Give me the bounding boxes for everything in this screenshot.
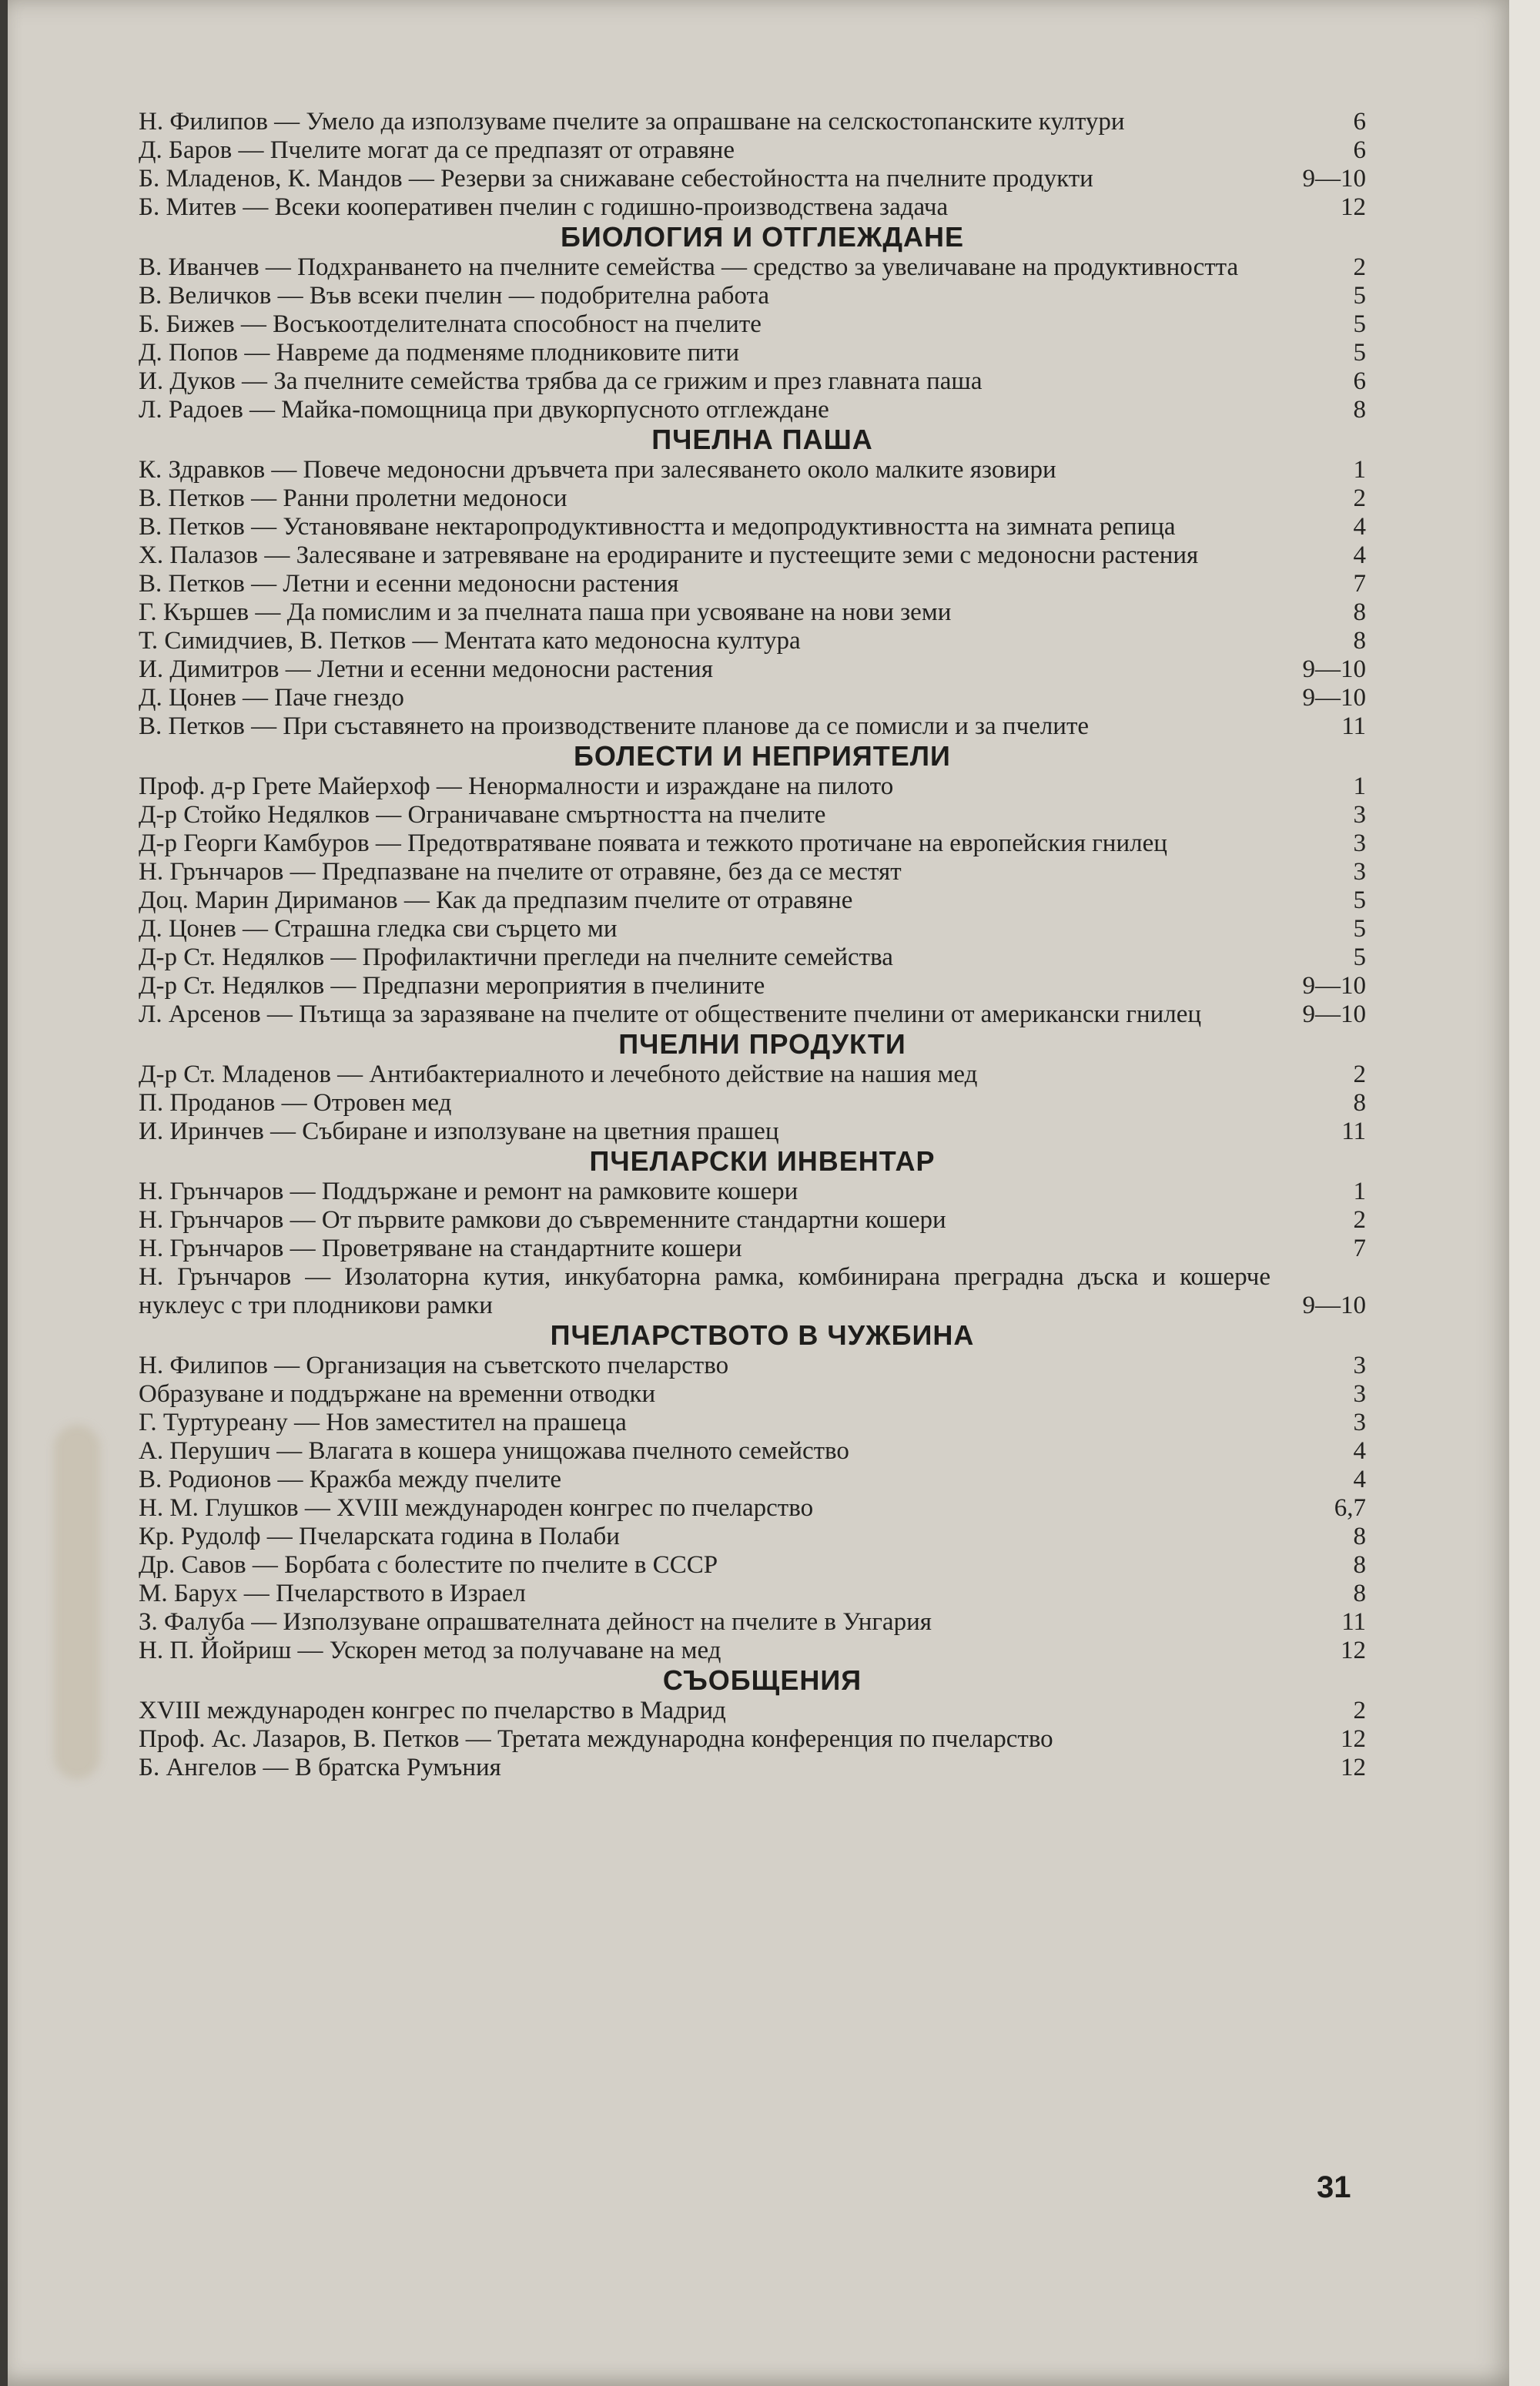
issue-number: 3 xyxy=(1353,1409,1366,1436)
toc-entry xyxy=(139,858,1371,886)
toc-entry xyxy=(139,339,1371,367)
entry-title: З. Фалуба — Използуване опрашвателната дейност на пчелите в Унгария xyxy=(139,1608,932,1636)
entry-title: Г. Кършев — Да помислим и за пчелната паша при усвояване на нови земи xyxy=(139,598,952,626)
entry-title: В. Петков — При съставянето на производствените планове да се помисли и за пчелите xyxy=(139,712,1090,740)
issue-number: 4 xyxy=(1353,513,1366,541)
issue-number: 6,7 xyxy=(1334,1494,1366,1522)
toc-entry xyxy=(139,712,1371,741)
issue-number: 11 xyxy=(1341,1118,1366,1145)
issue-number: 5 xyxy=(1353,339,1366,367)
issue-number: 11 xyxy=(1341,712,1366,740)
issue-number: 12 xyxy=(1341,1637,1366,1664)
entry-title: А. Перушич — Влагата в кошера унищожава пчелното семейство xyxy=(139,1437,849,1465)
toc-entry xyxy=(139,253,1371,282)
toc-entry xyxy=(139,1725,1371,1754)
toc-entry xyxy=(139,513,1371,541)
issue-number: 5 xyxy=(1353,886,1366,914)
issue-number: 4 xyxy=(1353,541,1366,569)
toc-entry xyxy=(139,396,1371,424)
entry-title: Т. Симидчиев, В. Петков — Ментата като медоносна култура xyxy=(139,627,801,655)
issue-number: 5 xyxy=(1353,943,1366,971)
table-of-contents xyxy=(139,108,1371,1782)
issue-number: 12 xyxy=(1341,1725,1366,1753)
toc-entry xyxy=(139,1061,1371,1089)
issue-number: 8 xyxy=(1353,1089,1366,1117)
toc-entry xyxy=(139,310,1371,339)
issue-number: 1 xyxy=(1353,772,1366,800)
issue-number: 1 xyxy=(1353,1178,1366,1205)
issue-number: 1 xyxy=(1353,456,1366,484)
facing-page-edge xyxy=(1509,0,1540,2386)
issue-number: 2 xyxy=(1353,484,1366,512)
toc-entry xyxy=(139,1352,1371,1380)
issue-number: 12 xyxy=(1341,1754,1366,1781)
entry-title: Б. Ангелов — В братска Румъния xyxy=(139,1754,501,1781)
issue-number: 7 xyxy=(1353,570,1366,598)
toc-entry xyxy=(139,1551,1371,1580)
issue-number: 3 xyxy=(1353,801,1366,829)
toc-entry xyxy=(139,1206,1371,1235)
toc-entry xyxy=(139,1580,1371,1608)
toc-entry xyxy=(139,1608,1371,1637)
toc-entry xyxy=(139,456,1371,484)
toc-entry xyxy=(139,1263,1371,1320)
entry-title: Проф. Ас. Лазаров, В. Петков — Третата международна конференция по пчеларство xyxy=(139,1725,1053,1753)
toc-entry xyxy=(139,570,1371,598)
toc-entry xyxy=(139,772,1371,801)
toc-entry xyxy=(139,1637,1371,1665)
issue-number: 6 xyxy=(1353,367,1366,395)
issue-number: 9—10 xyxy=(1302,165,1366,193)
issue-number: 8 xyxy=(1353,1523,1366,1550)
issue-number: 2 xyxy=(1353,1206,1366,1234)
issue-number: 2 xyxy=(1353,253,1366,281)
issue-number: 8 xyxy=(1353,598,1366,626)
entry-title: Д. Попов — Навреме да подменяме плодниковите пити xyxy=(139,339,740,367)
issue-number: 9—10 xyxy=(1302,684,1366,712)
entry-title: Образуване и поддържане на временни отводки xyxy=(139,1380,656,1408)
issue-number: 4 xyxy=(1353,1437,1366,1465)
entry-title: Доц. Марин Дириманов — Как да предпазим пчелите от отравяне xyxy=(139,886,853,914)
entry-title: И. Иринчев — Събиране и използуване на цветния прашец xyxy=(139,1118,779,1145)
toc-entry xyxy=(139,943,1371,972)
toc-entry xyxy=(139,627,1371,655)
entry-title: Н. Грънчаров — Поддържане и ремонт на рамковите кошери xyxy=(139,1178,798,1205)
page-stain xyxy=(54,1425,100,1779)
entry-title: Д-р Георги Камбуров — Предотвратяване появата и тежкото протичане на европейския гнилец xyxy=(139,829,1167,857)
toc-entry xyxy=(139,655,1371,684)
toc-entry xyxy=(139,972,1371,1000)
section-heading: ПЧЕЛАРСТВОТО В ЧУЖБИНА xyxy=(550,1319,975,1351)
issue-number: 8 xyxy=(1353,396,1366,424)
toc-entry xyxy=(139,484,1371,513)
section-heading: БИОЛОГИЯ И ОТГЛЕЖДАНЕ xyxy=(560,221,965,253)
issue-number: 9—10 xyxy=(1302,655,1366,683)
entry-title: Д. Цонев — Страшна гледка сви сърцето ми xyxy=(139,915,618,943)
entry-title: Д. Баров — Пчелите могат да се предпазят от отравяне xyxy=(139,136,735,164)
entry-title: Н. Филипов — Умело да използуваме пчелите за опрашване на селскостопанските култури xyxy=(139,108,1125,136)
issue-number: 9—10 xyxy=(1302,972,1366,1000)
toc-entry xyxy=(139,1697,1371,1725)
issue-number: 2 xyxy=(1353,1697,1366,1724)
toc-entry xyxy=(139,193,1371,222)
issue-number: 6 xyxy=(1353,108,1366,136)
entry-title: Н. Грънчаров — От първите рамкови до съвременните стандартни кошери xyxy=(139,1206,946,1234)
toc-entry xyxy=(139,1437,1371,1466)
entry-title: И. Дуков — За пчелните семейства трябва да се грижим и през главната паша xyxy=(139,367,983,395)
entry-title: В. Родионов — Кражба между пчелите xyxy=(139,1466,561,1493)
section-heading: СЪОБЩЕНИЯ xyxy=(662,1664,862,1696)
issue-number: 6 xyxy=(1353,136,1366,164)
issue-number: 4 xyxy=(1353,1466,1366,1493)
issue-number: 5 xyxy=(1353,915,1366,943)
issue-number: 2 xyxy=(1353,1061,1366,1088)
toc-entry xyxy=(139,886,1371,915)
issue-number: 8 xyxy=(1353,627,1366,655)
issue-number: 3 xyxy=(1353,829,1366,857)
book-page xyxy=(8,0,1517,2386)
toc-entry xyxy=(139,108,1371,136)
entry-title: Кр. Рудолф — Пчеларската година в Полаби xyxy=(139,1523,620,1550)
toc-entry xyxy=(139,684,1371,712)
toc-entry xyxy=(139,136,1371,165)
issue-number: 5 xyxy=(1353,310,1366,338)
toc-entry xyxy=(139,165,1371,193)
entry-title: П. Проданов — Отровен мед xyxy=(139,1089,452,1117)
entry-title: Б. Младенов, К. Мандов — Резерви за снижаване себестойността на пчелните продукти xyxy=(139,165,1093,193)
entry-title: Б. Митев — Всеки кооперативен пчелин с годишно-производствена задача xyxy=(139,193,949,221)
issue-number: 3 xyxy=(1353,858,1366,886)
entry-title: Г. Туртуреану — Нов заместител на прашеца xyxy=(139,1409,627,1436)
entry-title: М. Барух — Пчеларството в Израел xyxy=(139,1580,526,1607)
entry-title: В. Петков — Ранни пролетни медоноси xyxy=(139,484,567,512)
section-heading: БОЛЕСТИ И НЕПРИЯТЕЛИ xyxy=(574,740,951,772)
toc-entry xyxy=(139,829,1371,858)
issue-number: 3 xyxy=(1353,1352,1366,1379)
toc-entry xyxy=(139,1466,1371,1494)
entry-title: Л. Радоев — Майка-помощница при двукорпусното отглеждане xyxy=(139,396,829,424)
entry-title: Н. Филипов — Организация на съветското пчеларство xyxy=(139,1352,729,1379)
issue-number: 3 xyxy=(1353,1380,1366,1408)
toc-entry xyxy=(139,915,1371,943)
entry-title: Н. М. Глушков — XVIII международен конгрес по пчеларство xyxy=(139,1494,814,1522)
toc-entry xyxy=(139,1754,1371,1782)
toc-entry xyxy=(139,1118,1371,1146)
entry-title: В. Петков — Летни и есенни медоносни растения xyxy=(139,570,679,598)
toc-entry xyxy=(139,1523,1371,1551)
toc-entry xyxy=(139,801,1371,829)
issue-number: 5 xyxy=(1353,282,1366,310)
toc-entry xyxy=(139,282,1371,310)
entry-title: Д. Цонев — Паче гнездо xyxy=(139,684,404,712)
issue-number: 7 xyxy=(1353,1235,1366,1262)
issue-number: 9—10 xyxy=(1302,1000,1366,1028)
issue-number: 12 xyxy=(1341,193,1366,221)
toc-entry xyxy=(139,1000,1371,1029)
entry-title: Н. Грънчаров — Предпазване на пчелите от отравяне, без да се местят xyxy=(139,858,902,886)
toc-entry xyxy=(139,1409,1371,1437)
entry-title: В. Петков — Установяване нектаропродуктивността и медопродуктивността на зимната репица xyxy=(139,513,1176,541)
entry-title: Б. Бижев — Восъкоотделителната способност на пчелите xyxy=(139,310,762,338)
entry-title: И. Димитров — Летни и есенни медоносни растения xyxy=(139,655,713,683)
entry-title: Д-р Ст. Младенов — Антибактериалното и лечебното действие на нашия мед xyxy=(139,1061,978,1088)
entry-title: Д-р Ст. Недялков — Профилактични прегледи на пчелните семейства xyxy=(139,943,893,971)
toc-entry xyxy=(139,1380,1371,1409)
toc-entry xyxy=(139,598,1371,627)
entry-title: Л. Арсенов — Пътища за заразяване на пчелите от обществените пчелини от американски гнилец xyxy=(139,1000,1202,1028)
entry-title: К. Здравков — Повече медоносни дръвчета при залесяването около малките язовири xyxy=(139,456,1056,484)
entry-title: Д-р Ст. Недялков — Предпазни мероприятия в пчелините xyxy=(139,972,765,1000)
entry-title: Н. Грънчаров — Проветряване на стандартните кошери xyxy=(139,1235,742,1262)
issue-number: 8 xyxy=(1353,1580,1366,1607)
toc-entry xyxy=(139,1494,1371,1523)
section-heading: ПЧЕЛАРСКИ ИНВЕНТАР xyxy=(589,1145,936,1177)
issue-number: 9—10 xyxy=(1302,1292,1366,1319)
entry-title: XVIII международен конгрес по пчеларство в Мадрид xyxy=(139,1697,726,1724)
entry-title: Н. Грънчаров — Изолаторна кутия, инкубаторна рамка, комбинирана преградна дъска и кошерче нуклеус с три плодникови рамки xyxy=(139,1263,1270,1319)
toc-entry xyxy=(139,1178,1371,1206)
issue-number: 8 xyxy=(1353,1551,1366,1579)
section-heading: ПЧЕЛНА ПАША xyxy=(651,424,873,455)
entry-title: В. Иванчев — Подхранването на пчелните семейства — средство за увеличаване на продуктивността xyxy=(139,253,1239,281)
entry-title: Х. Палазов — Залесяване и затревяване на еродираните и пустеещите земи с медоносни растения xyxy=(139,541,1199,569)
toc-entry xyxy=(139,1089,1371,1118)
toc-entry xyxy=(139,541,1371,570)
entry-title: В. Величков — Във всеки пчелин — подобрителна работа xyxy=(139,282,769,310)
toc-entry xyxy=(139,1235,1371,1263)
issue-number: 11 xyxy=(1341,1608,1366,1636)
entry-title: Проф. д-р Грете Майерхоф — Ненормалности и израждане на пилото xyxy=(139,772,894,800)
toc-entry xyxy=(139,367,1371,396)
page-number: 31 xyxy=(1317,2170,1351,2204)
section-heading: ПЧЕЛНИ ПРОДУКТИ xyxy=(618,1028,906,1060)
entry-title: Д-р Стойко Недялков — Ограничаване смъртността на пчелите xyxy=(139,801,826,829)
entry-title: Н. П. Йойриш — Ускорен метод за получаване на мед xyxy=(139,1637,721,1664)
entry-title: Др. Савов — Борбата с болестите по пчелите в СССР xyxy=(139,1551,718,1579)
